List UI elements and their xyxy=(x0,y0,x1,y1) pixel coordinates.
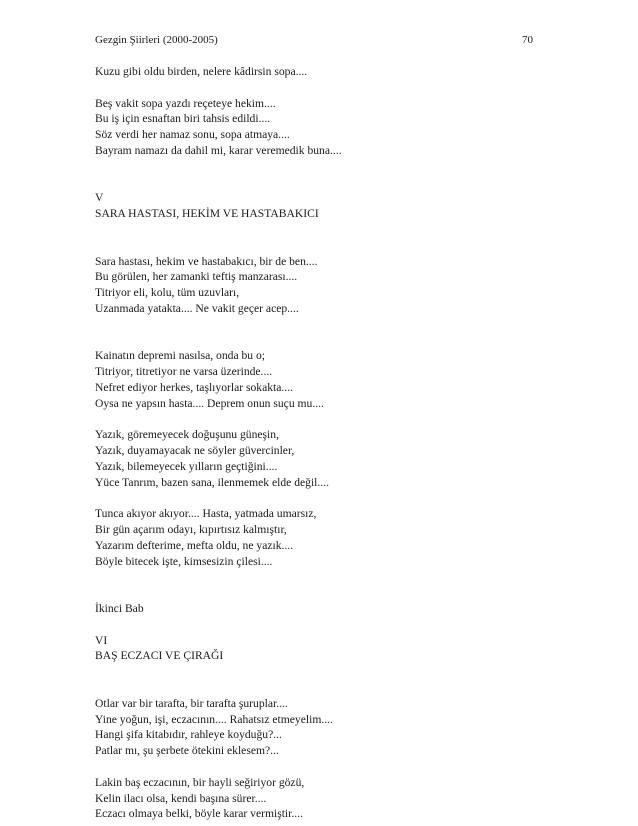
text-line: Kainatın depremi nasılsa, onda bu o; xyxy=(95,349,266,363)
stanza-gap xyxy=(95,759,545,775)
text-line: Bu görülen, her zamanki teftiş manzarası.... xyxy=(95,270,298,284)
text-line: Eczacı olmaya belki, böyle karar vermiştir.... xyxy=(95,807,303,821)
text-line: SARA HASTASI, HEKİM VE HASTABAKICI xyxy=(95,207,319,221)
stanza-gap xyxy=(95,222,545,254)
text-line: Bayram namazı da dahil mi, karar veremedik buna.... xyxy=(95,143,342,157)
stanza-gap xyxy=(95,317,545,349)
stanza-gap xyxy=(95,570,545,602)
text-line: Tunca akıyor akıyor.... Hasta, yatmada umarsız, xyxy=(95,507,317,521)
header-title: Gezgin Şiirleri (2000-2005) xyxy=(95,34,218,46)
text-line: Bir gün açarım odayı, kıpırtısız kalmıştır, xyxy=(95,523,287,537)
stanza-gap xyxy=(95,412,545,428)
text-line: Hangi şifa kitabıdır, rahleye koyduğu?... xyxy=(95,728,282,742)
text-line: Sara hastası, hekim ve hastabakıcı, bir de ben.... xyxy=(95,254,318,268)
text-line: Yazık, duyamayacak ne söyler güvercinler, xyxy=(95,444,295,458)
stanza-gap xyxy=(95,159,545,191)
text-line: Böyle bitecek işte, kimsesizin çilesi.... xyxy=(95,554,273,568)
poem-body xyxy=(95,64,545,822)
text-line: Uzanmada yatakta.... Ne vakit geçer acep.... xyxy=(95,301,299,315)
stanza-gap xyxy=(95,617,545,633)
text-line: Yazık, bilemeyecek yılların geçtiğini.... xyxy=(95,459,278,473)
text-line: BAŞ ECZACI VE ÇIRAĞI xyxy=(95,649,224,663)
text-line: Söz verdi her namaz sonu, sopa atmaya.... xyxy=(95,128,290,142)
text-line: Oysa ne yapsın hasta.... Deprem onun suçu mu.... xyxy=(95,396,324,410)
text-line: Bu iş için esnaftan biri tahsis edildi.... xyxy=(95,112,271,126)
text-line: Lakin baş eczacının, bir hayli seğiriyor gözü, xyxy=(95,775,305,789)
page-header xyxy=(95,32,533,48)
text-line: Otlar var bir tarafta, bir tarafta şuruplar.... xyxy=(95,696,288,710)
text-line: Yüce Tanrım, bazen sana, ilenmemek elde değil.... xyxy=(95,475,329,489)
text-line: İkinci Bab xyxy=(95,602,144,616)
stanza-gap xyxy=(95,80,545,96)
text-line: Nefret ediyor herkes, taşlıyorlar sokakta.... xyxy=(95,380,293,394)
text-line: V xyxy=(95,191,104,205)
text-line: Yazarım defterime, mefta oldu, ne yazık.... xyxy=(95,538,294,552)
text-line: Yine yoğun, işi, eczacının.... Rahatsız etmeyelim.... xyxy=(95,712,333,726)
text-line: Kuzu gibi oldu birden, nelere kâdirsin sopa.... xyxy=(95,65,308,78)
text-line: Kelin ilacı olsa, kendi başına sürer.... xyxy=(95,791,267,805)
text-line: Titriyor, titretiyor ne varsa üzerinde.... xyxy=(95,365,273,379)
text-line: Patlar mı, şu şerbete ötekini eklesem?... xyxy=(95,744,279,758)
text-line: VI xyxy=(95,633,108,647)
text-line: Yazık, göremeyecek doğuşunu güneşin, xyxy=(95,428,279,442)
text-line: Titriyor eli, kolu, tüm uzuvları, xyxy=(95,286,240,300)
text-line: Beş vakit sopa yazdı reçeteye hekim.... xyxy=(95,96,276,110)
stanza-gap xyxy=(95,664,545,696)
stanza-gap xyxy=(95,491,545,507)
page-number: 70 xyxy=(522,34,533,46)
